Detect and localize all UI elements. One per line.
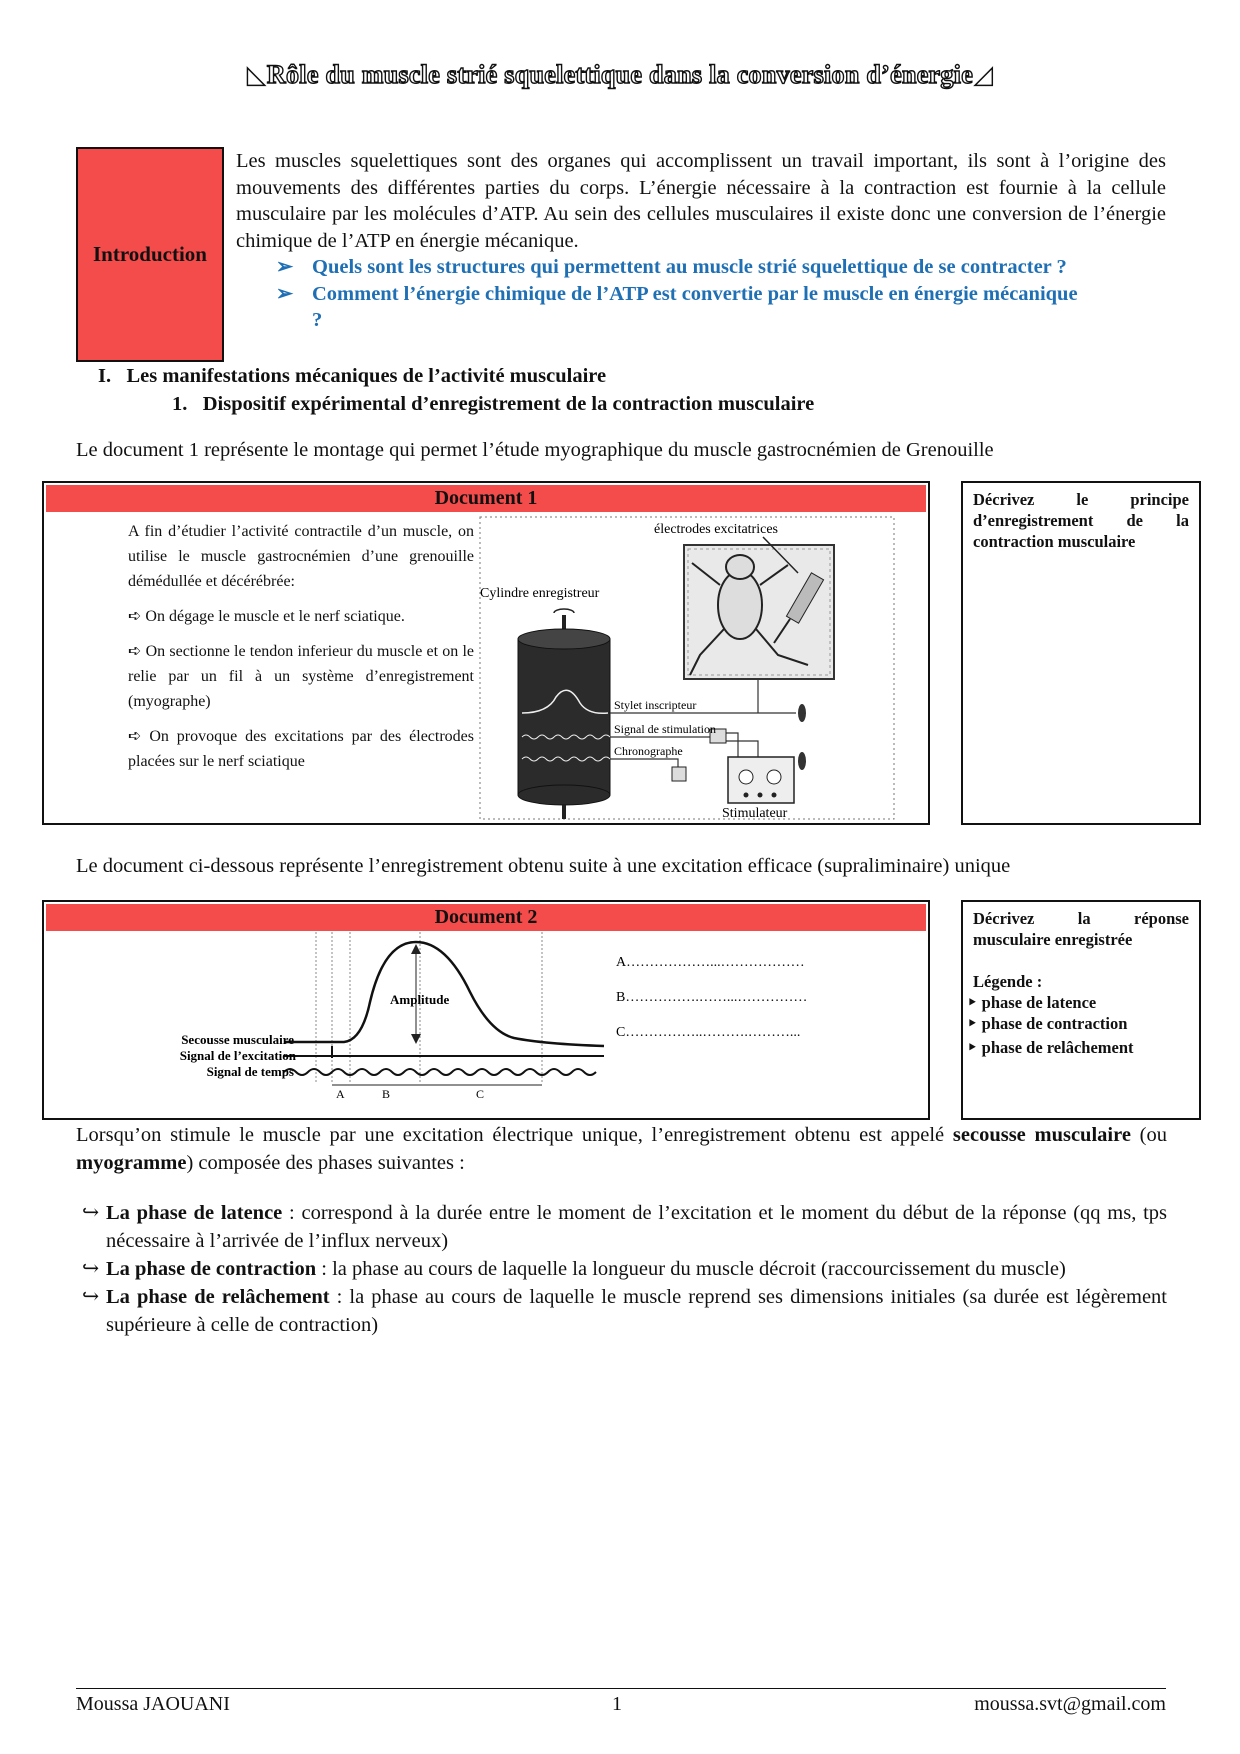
recording-cylinder bbox=[518, 609, 610, 819]
step-arrow-icon: ➪ bbox=[128, 643, 142, 660]
subsection-number: 1. bbox=[172, 393, 188, 415]
question-text: Comment l’énergie chimique de l’ATP est convertie par le muscle en énergie mécanique ? bbox=[312, 282, 1078, 331]
phase-arrow-icon: ↪ bbox=[82, 1258, 100, 1280]
title-suffix: ◿ bbox=[973, 60, 994, 89]
phase-item bbox=[76, 1199, 1167, 1255]
title-text: Rôle du muscle strié squelettique dans la conversion d’énergie bbox=[266, 60, 974, 89]
section-title: Les manifestations mécaniques de l’activité musculaire bbox=[126, 365, 607, 387]
explanation-text: (ou bbox=[1130, 1124, 1167, 1146]
blank-c[interactable]: C……………..……….………... bbox=[616, 1025, 801, 1040]
legend-item bbox=[967, 1037, 1189, 1058]
myogram-figure bbox=[44, 932, 928, 1118]
document-2-header: Document 2 bbox=[46, 904, 926, 931]
secousse-label: Secousse musculaire bbox=[181, 1032, 294, 1047]
excitation-label: Signal de l’excitation bbox=[179, 1048, 296, 1063]
doc1-step bbox=[128, 639, 474, 714]
footer-page-number: 1 bbox=[612, 1693, 622, 1715]
phase-arrow-icon: ↪ bbox=[82, 1202, 100, 1224]
phase-desc: : la phase au cours de laquelle le muscle reprend ses dimensions initiales (sa durée est légèrement supérieure à celle de contraction) bbox=[106, 1286, 1167, 1336]
paragraph-doc2-intro: Le document ci-dessous représente l’enregistrement obtenu suite à une excitation efficace (supraliminaire) unique bbox=[76, 855, 1011, 877]
doc1-step-text: On provoque des excitations par des électrodes placées sur le nerf sciatique bbox=[128, 728, 475, 770]
legend-title: Légende : bbox=[973, 972, 1043, 991]
intro-label-box bbox=[76, 147, 224, 362]
phase-name: La phase de contraction bbox=[106, 1258, 317, 1280]
blank-b[interactable]: B…………….……...…………… bbox=[616, 990, 808, 1005]
time-signal-label: Signal de temps bbox=[206, 1064, 294, 1079]
myogram-explanation bbox=[76, 1121, 1167, 1177]
doc2-question: Décrivez la réponse musculaire enregistrée bbox=[973, 909, 1189, 949]
label-electrodes: électrodes excitatrices bbox=[654, 522, 778, 537]
page-title bbox=[0, 60, 1240, 90]
phase-name: La phase de relâchement bbox=[106, 1286, 330, 1308]
phase-item bbox=[76, 1283, 1167, 1339]
doc1-step-text: On dégage le muscle et le nerf sciatique. bbox=[145, 608, 405, 625]
phase-label-a: A bbox=[336, 1087, 345, 1101]
label-signal: Signal de stimulation bbox=[614, 722, 716, 736]
footer-email[interactable]: moussa.svt@gmail.com bbox=[974, 1693, 1166, 1715]
document-2 bbox=[42, 900, 930, 1120]
explanation-text: ) composée des phases suivantes : bbox=[186, 1152, 465, 1174]
label-stylet: Stylet inscripteur bbox=[614, 698, 697, 712]
term-myogramme: myogramme bbox=[76, 1152, 187, 1174]
legend-bullet-icon: ‣ bbox=[967, 1038, 978, 1057]
legend-item-text: phase de relâchement bbox=[981, 1038, 1134, 1057]
intro-question bbox=[272, 254, 1092, 281]
phase-name: La phase de latence bbox=[106, 1202, 283, 1224]
label-chronographe: Chronographe bbox=[614, 744, 683, 758]
electrode-terminal bbox=[798, 704, 806, 722]
arrow-icon: ➢ bbox=[276, 256, 294, 278]
step-arrow-icon: ➪ bbox=[128, 608, 142, 625]
section-number: I. bbox=[98, 365, 112, 387]
intro-text: Les muscles squelettiques sont des organes qui accomplissent un travail important, ils sont à l’origine des mouvements des différentes parties du corps. L’énergie nécessaire à la contraction est fournie à la cellule musculaire par les molécules d’ATP. Au sein des cellules musculaires il existe donc une conversion de l’énergie chimique de l’ATP en énergie mécanique. bbox=[236, 150, 1166, 252]
step-arrow-icon: ➪ bbox=[128, 728, 142, 745]
phase-label-b: B bbox=[382, 1087, 391, 1101]
section-heading bbox=[98, 365, 606, 388]
subsection-heading bbox=[172, 393, 814, 416]
doc2-question-box bbox=[961, 900, 1201, 1120]
legend-item-text: phase de contraction bbox=[981, 1014, 1128, 1033]
paragraph-doc1-intro: Le document 1 représente le montage qui permet l’étude myographique du muscle gastrocnémien de Grenouille bbox=[76, 439, 994, 461]
phase-item bbox=[76, 1255, 1167, 1283]
legend-bullet-icon: ‣ bbox=[967, 993, 978, 1012]
title-prefix: ◺ bbox=[246, 60, 267, 89]
electrode-terminal bbox=[798, 752, 806, 770]
phase-desc: : la phase au cours de laquelle la longueur du muscle décroit (raccourcissement du muscle) bbox=[316, 1258, 1066, 1280]
subsection-title: Dispositif expérimental d’enregistrement de la contraction musculaire bbox=[202, 393, 815, 415]
experimental-setup-figure bbox=[478, 515, 898, 823]
term-secousse: secousse musculaire bbox=[952, 1124, 1131, 1146]
label-cylinder: Cylindre enregistreur bbox=[480, 586, 600, 601]
time-signal-wave bbox=[284, 1069, 596, 1075]
blank-a[interactable]: A………………...……………… bbox=[616, 955, 805, 970]
document-1 bbox=[42, 481, 930, 825]
document-1-header: Document 1 bbox=[46, 485, 926, 512]
intro-questions bbox=[272, 254, 1092, 334]
question-text: Quels sont les structures qui permettent au muscle strié squelettique de se contracter ? bbox=[312, 256, 1067, 278]
phase-label-c: C bbox=[476, 1087, 485, 1101]
doc1-text bbox=[128, 519, 474, 774]
doc1-intro: A fin d’étudier l’activité contractile d’un muscle, on utilise le muscle gastrocnémien d’une grenouille démédullée et décérébrée: bbox=[128, 523, 474, 590]
intro-label: Introduction bbox=[93, 242, 207, 266]
legend-bullet-icon: ‣ bbox=[967, 1014, 978, 1033]
phase-guides bbox=[316, 932, 542, 1082]
explanation-text: Lorsqu’on stimule le muscle par une excitation électrique unique, l’enregistrement obtenu est appelé bbox=[76, 1124, 953, 1146]
amplitude-label: Amplitude bbox=[390, 992, 450, 1007]
label-stimulator: Stimulateur bbox=[722, 806, 788, 821]
legend-item bbox=[967, 1013, 1189, 1034]
stimulator-device bbox=[728, 757, 794, 803]
footer-rule bbox=[76, 1688, 1166, 1689]
legend-item bbox=[967, 992, 1189, 1013]
intro-question bbox=[272, 281, 1092, 334]
doc1-step-text: On sectionne le tendon inferieur du muscle et on le relie par un fil à un système d’enregistrement (myographe) bbox=[128, 643, 474, 710]
phase-list bbox=[76, 1199, 1167, 1339]
arrow-icon: ➢ bbox=[276, 282, 294, 305]
footer-author: Moussa JAOUANI bbox=[76, 1693, 230, 1715]
doc1-step bbox=[128, 604, 474, 629]
phase-arrow-icon: ↪ bbox=[82, 1286, 100, 1308]
chronograph-device bbox=[672, 767, 686, 781]
doc1-step bbox=[128, 724, 474, 774]
phase-desc: : correspond à la durée entre le moment de l’excitation et le moment du début de la réponse (qq ms, tps nécessaire à l’arrivée de l’influx nerveux) bbox=[106, 1202, 1167, 1252]
doc1-question-box: Décrivez le principe d’enregistrement de la contraction musculaire bbox=[961, 481, 1201, 825]
legend-item-text: phase de latence bbox=[981, 993, 1097, 1012]
